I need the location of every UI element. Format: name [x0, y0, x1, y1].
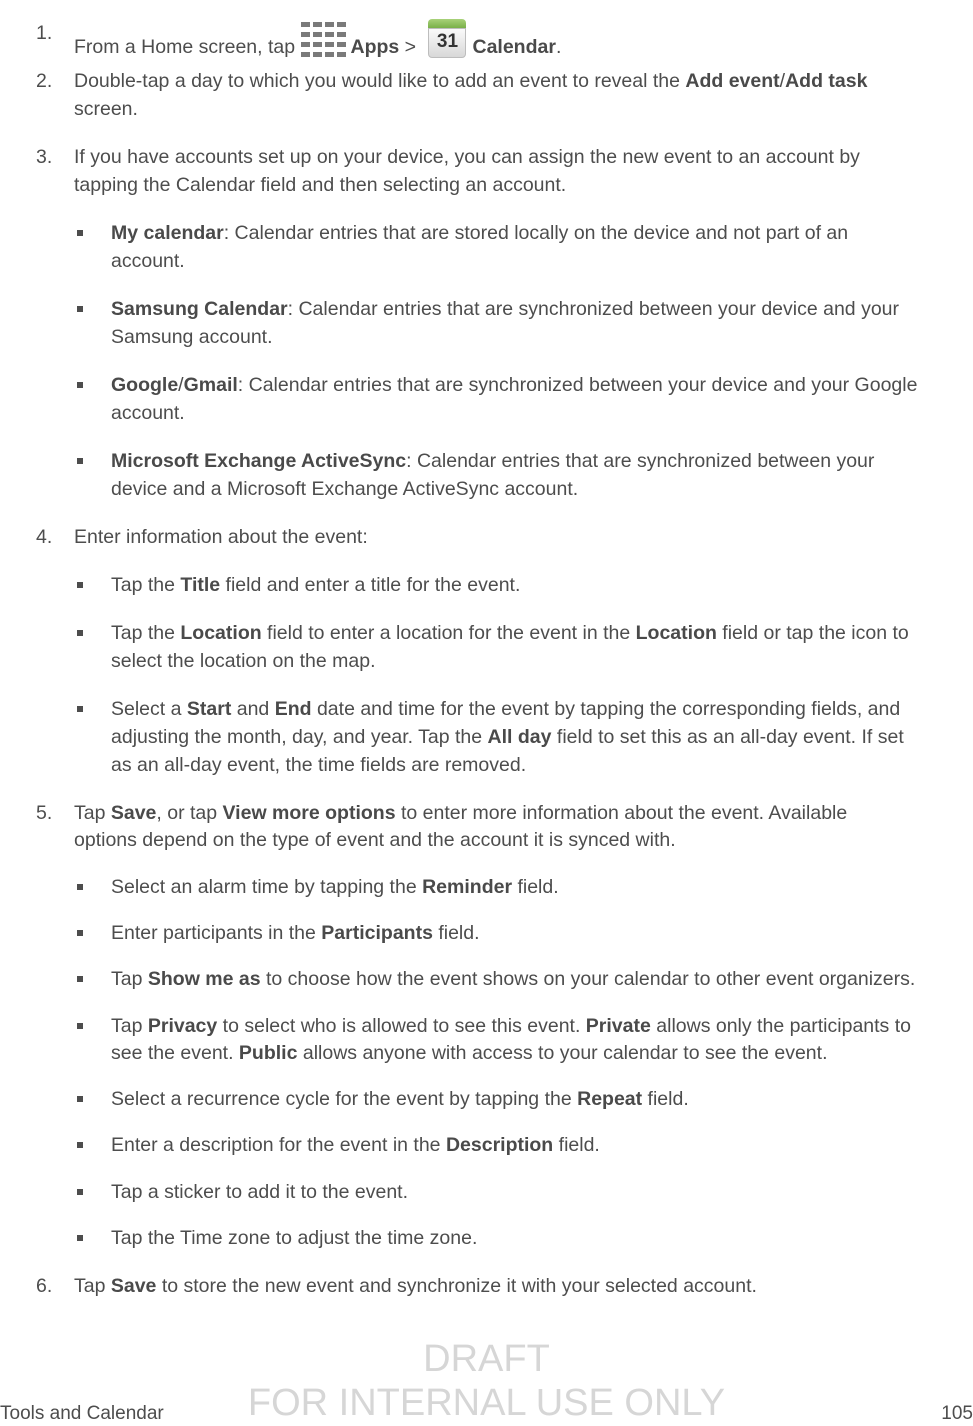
step-number: 3.: [36, 146, 53, 168]
term: Title: [180, 574, 221, 596]
add-event-term: Add event: [685, 70, 780, 92]
bullet-icon: [77, 930, 83, 936]
text: to enter more information about the event. Available: [395, 802, 848, 824]
text: Tap: [74, 802, 111, 824]
step-number: 2.: [36, 70, 53, 92]
step-3-line-2: tapping the Calendar field and then selecting an account.: [74, 174, 567, 196]
account-exchange-line-2: device and a Microsoft Exchange ActiveSync account.: [111, 478, 579, 500]
calendar-label: Calendar: [472, 36, 556, 58]
bullet-icon: [77, 1189, 83, 1195]
account-google: [111, 371, 917, 399]
term: View more options: [222, 802, 396, 824]
event-dates-line-3: as an all-day event, the time fields are removed.: [111, 754, 527, 776]
bullet-icon: [77, 582, 83, 588]
text: : Calendar entries that are synchronized between your device and your: [287, 298, 899, 320]
term: Samsung Calendar: [111, 298, 288, 320]
bullet-icon: [77, 1096, 83, 1102]
step-1-text: [74, 19, 561, 61]
event-dates-item: [111, 695, 900, 723]
term: Location: [180, 622, 262, 644]
text: Tap the: [111, 622, 181, 644]
term: Privacy: [147, 1015, 218, 1037]
apps-label: Apps: [350, 36, 400, 58]
text: : Calendar entries that are synchronized between your: [406, 450, 875, 472]
text: date and time for the event by tapping the corresponding fields, and: [311, 698, 901, 720]
term: Start: [186, 698, 232, 720]
term: My calendar: [111, 222, 224, 244]
step-2-line-1: [74, 67, 867, 95]
text: Tap: [74, 1275, 111, 1297]
option-timezone: Tap the Time zone to adjust the time zone.: [111, 1227, 478, 1249]
account-google-line-2: account.: [111, 402, 185, 424]
text: Select a: [111, 698, 187, 720]
text: Select a recurrence cycle for the event by tapping the: [111, 1088, 578, 1110]
event-dates-line-2: [111, 723, 904, 751]
term: Save: [110, 1275, 157, 1297]
text: allows only the participants to: [650, 1015, 911, 1037]
account-samsung-line-2: Samsung account.: [111, 326, 273, 348]
account-exchange: [111, 447, 874, 475]
option-privacy-line-2: [111, 1039, 828, 1067]
step-5-line-1: [74, 799, 847, 827]
text: Enter participants in the: [111, 922, 322, 944]
step-5-line-2: options depend on the type of event and the account it is synced with.: [74, 829, 676, 851]
text: field.: [553, 1134, 600, 1156]
term: Private: [585, 1015, 651, 1037]
option-sticker: Tap a sticker to add it to the event.: [111, 1181, 409, 1203]
bullet-icon: [77, 976, 83, 982]
term: End: [274, 698, 312, 720]
event-title-item: [111, 571, 520, 599]
term: Public: [238, 1042, 298, 1064]
term: Reminder: [422, 876, 513, 898]
text: /: [178, 374, 184, 396]
bullet-icon: [77, 1142, 83, 1148]
text: field and enter a title for the event.: [220, 574, 521, 596]
text: see the event.: [111, 1042, 239, 1064]
text: : Calendar entries that are stored locally on the device and not part of an: [223, 222, 849, 244]
punctuation: .: [555, 36, 562, 58]
footer-section-title: Tools and Calendar: [0, 1403, 164, 1424]
separator: >: [399, 36, 422, 58]
text: field.: [432, 922, 480, 944]
text: field.: [642, 1088, 689, 1110]
text: Tap: [111, 968, 148, 990]
term: Participants: [321, 922, 433, 944]
bullet-icon: [77, 630, 83, 636]
text: : Calendar entries that are synchronized between your device and your Google: [237, 374, 918, 396]
text: and: [231, 698, 275, 720]
term: Repeat: [577, 1088, 643, 1110]
text: to store the new event and synchronize it with your selected account.: [156, 1275, 757, 1297]
account-my-calendar-line-2: account.: [111, 250, 185, 272]
option-show-me-as: [111, 965, 915, 993]
calendar-icon: [424, 19, 470, 61]
text: field or tap the icon to: [716, 622, 909, 644]
text: to choose how the event shows on your calendar to other event organizers.: [260, 968, 916, 990]
bullet-icon: [77, 458, 83, 464]
bullet-icon: [77, 1023, 83, 1029]
bullet-icon: [77, 884, 83, 890]
text: adjusting the month, day, and year. Tap the: [111, 726, 488, 748]
text: Enter a description for the event in the: [111, 1134, 446, 1156]
add-task-term: Add task: [785, 70, 868, 92]
step-4-text: Enter information about the event:: [74, 526, 368, 548]
event-location-line-2: select the location on the map.: [111, 650, 376, 672]
apps-grid-icon: [301, 19, 349, 59]
term: Show me as: [147, 968, 261, 990]
text: field to set this as an all-day event. If set: [551, 726, 904, 748]
term: Description: [445, 1134, 554, 1156]
term: Gmail: [183, 374, 238, 396]
watermark-internal-use: FOR INTERNAL USE ONLY: [247, 1382, 726, 1424]
footer-page-number: 105: [941, 1403, 973, 1424]
text: Select an alarm time by tapping the: [111, 876, 423, 898]
step-number: 1.: [36, 22, 53, 44]
text: to select who is allowed to see this event.: [217, 1015, 586, 1037]
text: Tap the: [111, 574, 181, 596]
text: Tap: [111, 1015, 148, 1037]
step-1-pre: From a Home screen, tap: [74, 36, 301, 58]
account-samsung: [111, 295, 899, 323]
step-number: 6.: [36, 1275, 53, 1297]
option-participants: [111, 919, 480, 947]
watermark-draft: DRAFT: [423, 1338, 550, 1380]
account-my-calendar: [111, 219, 848, 247]
term: All day: [487, 726, 552, 748]
text: field to enter a location for the event in the: [261, 622, 636, 644]
text: /: [779, 70, 786, 92]
step-number: 5.: [36, 802, 53, 824]
calendar-icon-date: 31: [428, 28, 466, 58]
step-2-line-2: screen.: [74, 98, 138, 120]
text: allows anyone with access to your calendar to see the event.: [297, 1042, 828, 1064]
bullet-icon: [77, 230, 83, 236]
bullet-icon: [77, 306, 83, 312]
term: Location: [635, 622, 717, 644]
term: Microsoft Exchange ActiveSync: [111, 450, 407, 472]
option-privacy: [111, 1012, 911, 1040]
bullet-icon: [77, 1235, 83, 1241]
step-6-text: [74, 1272, 757, 1300]
bullet-icon: [77, 706, 83, 712]
term: Google: [111, 374, 179, 396]
term: Save: [110, 802, 157, 824]
option-reminder: [111, 873, 559, 901]
text: , or tap: [156, 802, 223, 824]
option-repeat: [111, 1085, 689, 1113]
step-3-line-1: If you have accounts set up on your device, you can assign the new event to an account by: [74, 146, 860, 168]
step-number: 4.: [36, 526, 53, 548]
text: Double-tap a day to which you would like to add an event to reveal the: [74, 70, 686, 92]
event-location-item: [111, 619, 909, 647]
option-description: [111, 1131, 600, 1159]
bullet-icon: [77, 382, 83, 388]
text: field.: [512, 876, 559, 898]
